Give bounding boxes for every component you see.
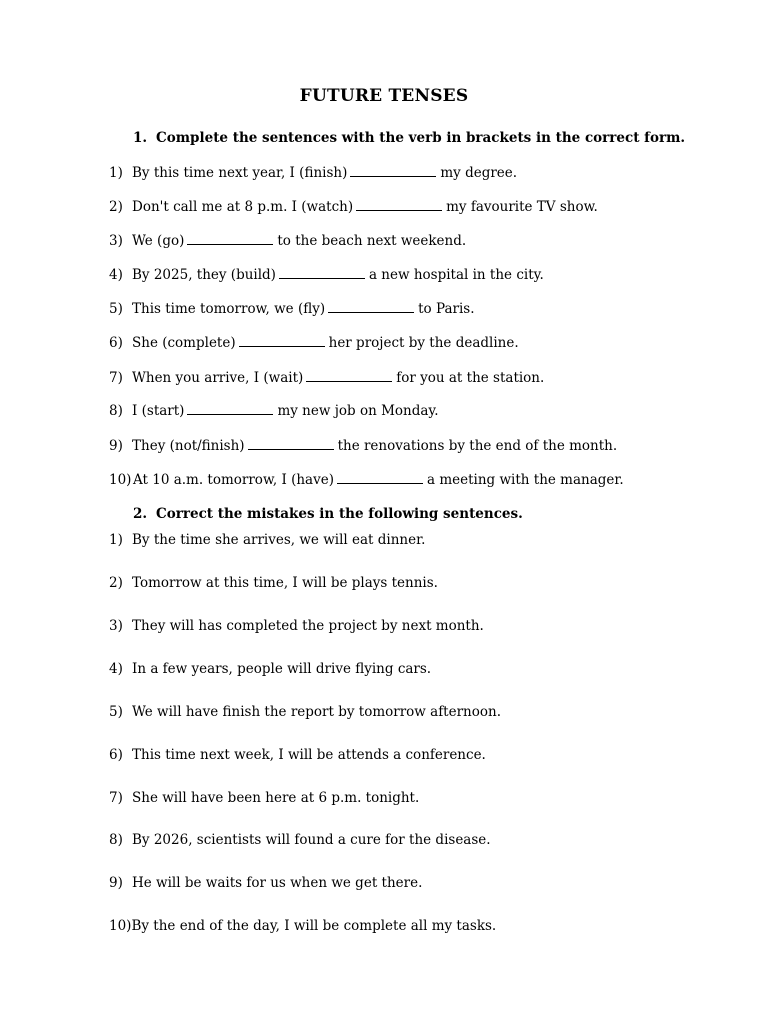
answer-blank[interactable] (337, 471, 423, 484)
item-text: Tomorrow at this time, I will be plays tennis. (132, 575, 438, 591)
item-text-after: my new job on Monday. (277, 403, 439, 419)
exercise-2-number: 2. (133, 506, 148, 522)
item-number: 4) (109, 661, 123, 677)
item-text-before: This time tomorrow, we (fly) (132, 301, 326, 317)
item-number: 5) (109, 301, 123, 317)
item-text: By the end of the day, I will be complete all my tasks. (131, 918, 497, 934)
answer-blank[interactable] (350, 164, 436, 177)
exercise-2-item (109, 703, 501, 721)
exercise-1-heading (133, 130, 685, 146)
item-text-before: When you arrive, I (wait) (132, 370, 304, 386)
item-number: 9) (109, 438, 123, 454)
item-text-before: By this time next year, I (finish) (132, 165, 348, 181)
item-text-before: At 10 a.m. tomorrow, I (have) (133, 472, 334, 488)
exercise-1-instruction: Complete the sentences with the verb in brackets in the correct form. (156, 130, 686, 146)
answer-blank[interactable] (187, 232, 273, 245)
answer-blank[interactable] (306, 369, 392, 382)
item-text: In a few years, people will drive flying cars. (132, 661, 432, 677)
exercise-2-heading (133, 506, 523, 522)
item-number: 4) (109, 267, 123, 283)
exercise-1-item (109, 471, 624, 489)
item-text-before: We (go) (132, 233, 185, 249)
item-number: 5) (109, 704, 123, 720)
exercise-1-item (109, 300, 475, 318)
item-number: 10) (109, 918, 132, 934)
exercise-1-item (109, 266, 544, 284)
exercise-1-item (109, 369, 544, 387)
item-number: 2) (109, 199, 123, 215)
item-text-after: to the beach next weekend. (277, 233, 467, 249)
item-text: By 2026, scientists will found a cure for the disease. (132, 832, 491, 848)
item-text-after: to Paris. (418, 301, 475, 317)
exercise-2-item (109, 617, 484, 635)
item-text-before: She (complete) (132, 335, 236, 351)
exercise-1-item (109, 437, 617, 455)
item-number: 10) (109, 472, 132, 488)
page-title: FUTURE TENSES (299, 86, 469, 106)
item-text-after: the renovations by the end of the month. (337, 438, 618, 454)
item-text: By the time she arrives, we will eat dinner. (132, 532, 426, 548)
exercise-2-item (109, 831, 491, 849)
answer-blank[interactable] (279, 266, 365, 279)
item-text-after: a new hospital in the city. (368, 267, 544, 283)
item-text-after: my favourite TV show. (446, 199, 598, 215)
item-text-after: for you at the station. (396, 370, 545, 386)
item-text: We will have finish the report by tomorrow afternoon. (132, 704, 501, 720)
exercise-2-instruction: Correct the mistakes in the following sentences. (156, 506, 523, 522)
item-text: They will has completed the project by next month. (132, 618, 484, 634)
item-text: This time next week, I will be attends a conference. (132, 747, 486, 763)
exercise-2-item (109, 917, 496, 935)
item-number: 8) (109, 832, 123, 848)
item-number: 3) (109, 233, 123, 249)
exercise-2-item (109, 789, 419, 807)
answer-blank[interactable] (248, 437, 334, 450)
exercise-2-item (109, 746, 486, 764)
item-number: 3) (109, 618, 123, 634)
item-number: 7) (109, 790, 123, 806)
exercise-1-item (109, 164, 517, 182)
item-text-before: I (start) (132, 403, 185, 419)
answer-blank[interactable] (356, 198, 442, 211)
item-number: 6) (109, 335, 123, 351)
exercise-2-item (109, 874, 422, 892)
item-text: She will have been here at 6 p.m. tonight. (132, 790, 420, 806)
exercise-1-item (109, 334, 519, 352)
answer-blank[interactable] (187, 402, 273, 415)
item-text-after: her project by the deadline. (328, 335, 519, 351)
item-text-before: They (not/finish) (132, 438, 245, 454)
answer-blank[interactable] (239, 334, 325, 347)
exercise-1-number: 1. (133, 130, 148, 146)
exercise-2-item (109, 660, 431, 678)
item-text-before: Don't call me at 8 p.m. I (watch) (132, 199, 354, 215)
item-number: 1) (109, 165, 123, 181)
answer-blank[interactable] (328, 300, 414, 313)
item-text-after: a meeting with the manager. (427, 472, 624, 488)
item-number: 9) (109, 875, 123, 891)
item-number: 7) (109, 370, 123, 386)
item-text-before: By 2025, they (build) (132, 267, 276, 283)
item-number: 6) (109, 747, 123, 763)
item-number: 1) (109, 532, 123, 548)
exercise-2-item (109, 574, 438, 592)
item-number: 8) (109, 403, 123, 419)
exercise-2-item (109, 531, 425, 549)
exercise-1-item (109, 402, 439, 420)
item-number: 2) (109, 575, 123, 591)
exercise-1-item (109, 232, 466, 250)
item-text-after: my degree. (440, 165, 518, 181)
exercise-1-item (109, 198, 598, 216)
item-text: He will be waits for us when we get there. (132, 875, 423, 891)
